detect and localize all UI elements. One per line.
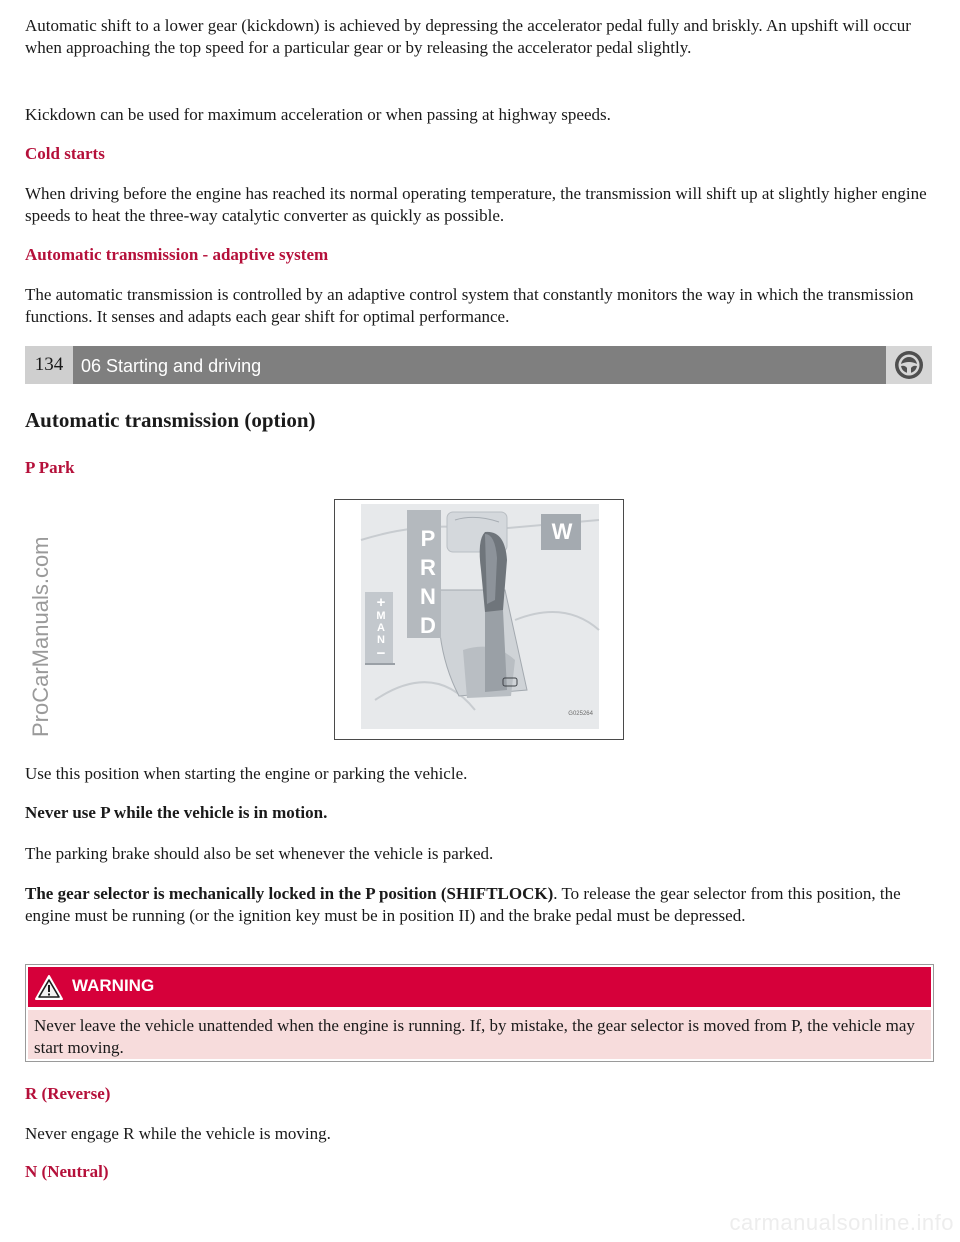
shiftlock-bold: The gear selector is mechanically locked in the P position (SHIFTLOCK) (25, 884, 554, 903)
warning-box (25, 964, 934, 1062)
section-title: Automatic transmission (option) (25, 408, 316, 432)
never-use-p-warning: Never use P while the vehicle is in motion. (25, 803, 328, 822)
chapter-title: 06 Starting and driving (81, 356, 262, 376)
gate-letter-d: D (420, 613, 436, 638)
intro-paragraph-highway: Kickdown can be used for maximum acceleration or when passing at highway speeds. (25, 105, 611, 124)
park-use-text: Use this position when starting the engine or parking the vehicle. (25, 764, 468, 783)
chapter-header-bar (25, 346, 932, 384)
warning-header (28, 967, 931, 1007)
gear-selector-illustration (334, 499, 624, 740)
side-watermark: ProCarManuals.com (28, 536, 53, 737)
manual-gate-letters: + M A N − (376, 594, 386, 662)
chapter-icon-box (886, 346, 932, 384)
gate-letters (415, 524, 441, 640)
shiftlock-rest: . To release the gear selector from this position, the engine must be running (or the ignition key must be in position II) and the brake pedal must be depressed. (25, 884, 901, 925)
figure-code: G025264 (568, 711, 593, 717)
intro-paragraph-kickdown: Automatic shift to a lower gear (kickdown) is achieved by depressing the accelerator pedal fully and briskly. An upshift will occur when approaching the top speed for a particular gear or by releasing the accelerator pedal slightly. (25, 16, 911, 57)
gate-letter-r: R (420, 555, 436, 580)
warning-title: WARNING (72, 976, 155, 995)
adaptive-system-text: The automatic transmission is controlled by an adaptive control system that constantly monitors the way in which the transmission functions. It senses and adapts each gear shift for optimal performance. (25, 285, 914, 326)
cold-starts-text: When driving before the engine has reached its normal operating temperature, the transmission will shift up at slightly higher engine speeds to heat the three-way catalytic converter as quickly as possible. (25, 184, 927, 225)
neutral-heading: N (Neutral) (25, 1162, 109, 1181)
cold-starts-heading: Cold starts (25, 144, 105, 163)
shiftlock-paragraph (25, 883, 937, 927)
warning-text: Never leave the vehicle unattended when the engine is running. If, by mistake, the gear selector is moved from P, the vehicle may start moving. (28, 1010, 931, 1059)
reverse-heading: R (Reverse) (25, 1084, 111, 1103)
warning-triangle-icon (34, 974, 64, 1001)
footer-watermark: carmanualsonline.info (729, 1210, 954, 1235)
reverse-text: Never engage R while the vehicle is moving. (25, 1124, 331, 1143)
gate-letter-n: N (420, 584, 436, 609)
gate-letter-p: P (420, 526, 436, 551)
steering-wheel-icon (893, 349, 925, 381)
w-mode-button-label: W (551, 519, 573, 544)
page-number: 134 (25, 346, 73, 384)
adaptive-system-heading: Automatic transmission - adaptive system (25, 245, 329, 264)
parking-brake-text: The parking brake should also be set whenever the vehicle is parked. (25, 844, 494, 863)
park-heading: P Park (25, 458, 75, 477)
